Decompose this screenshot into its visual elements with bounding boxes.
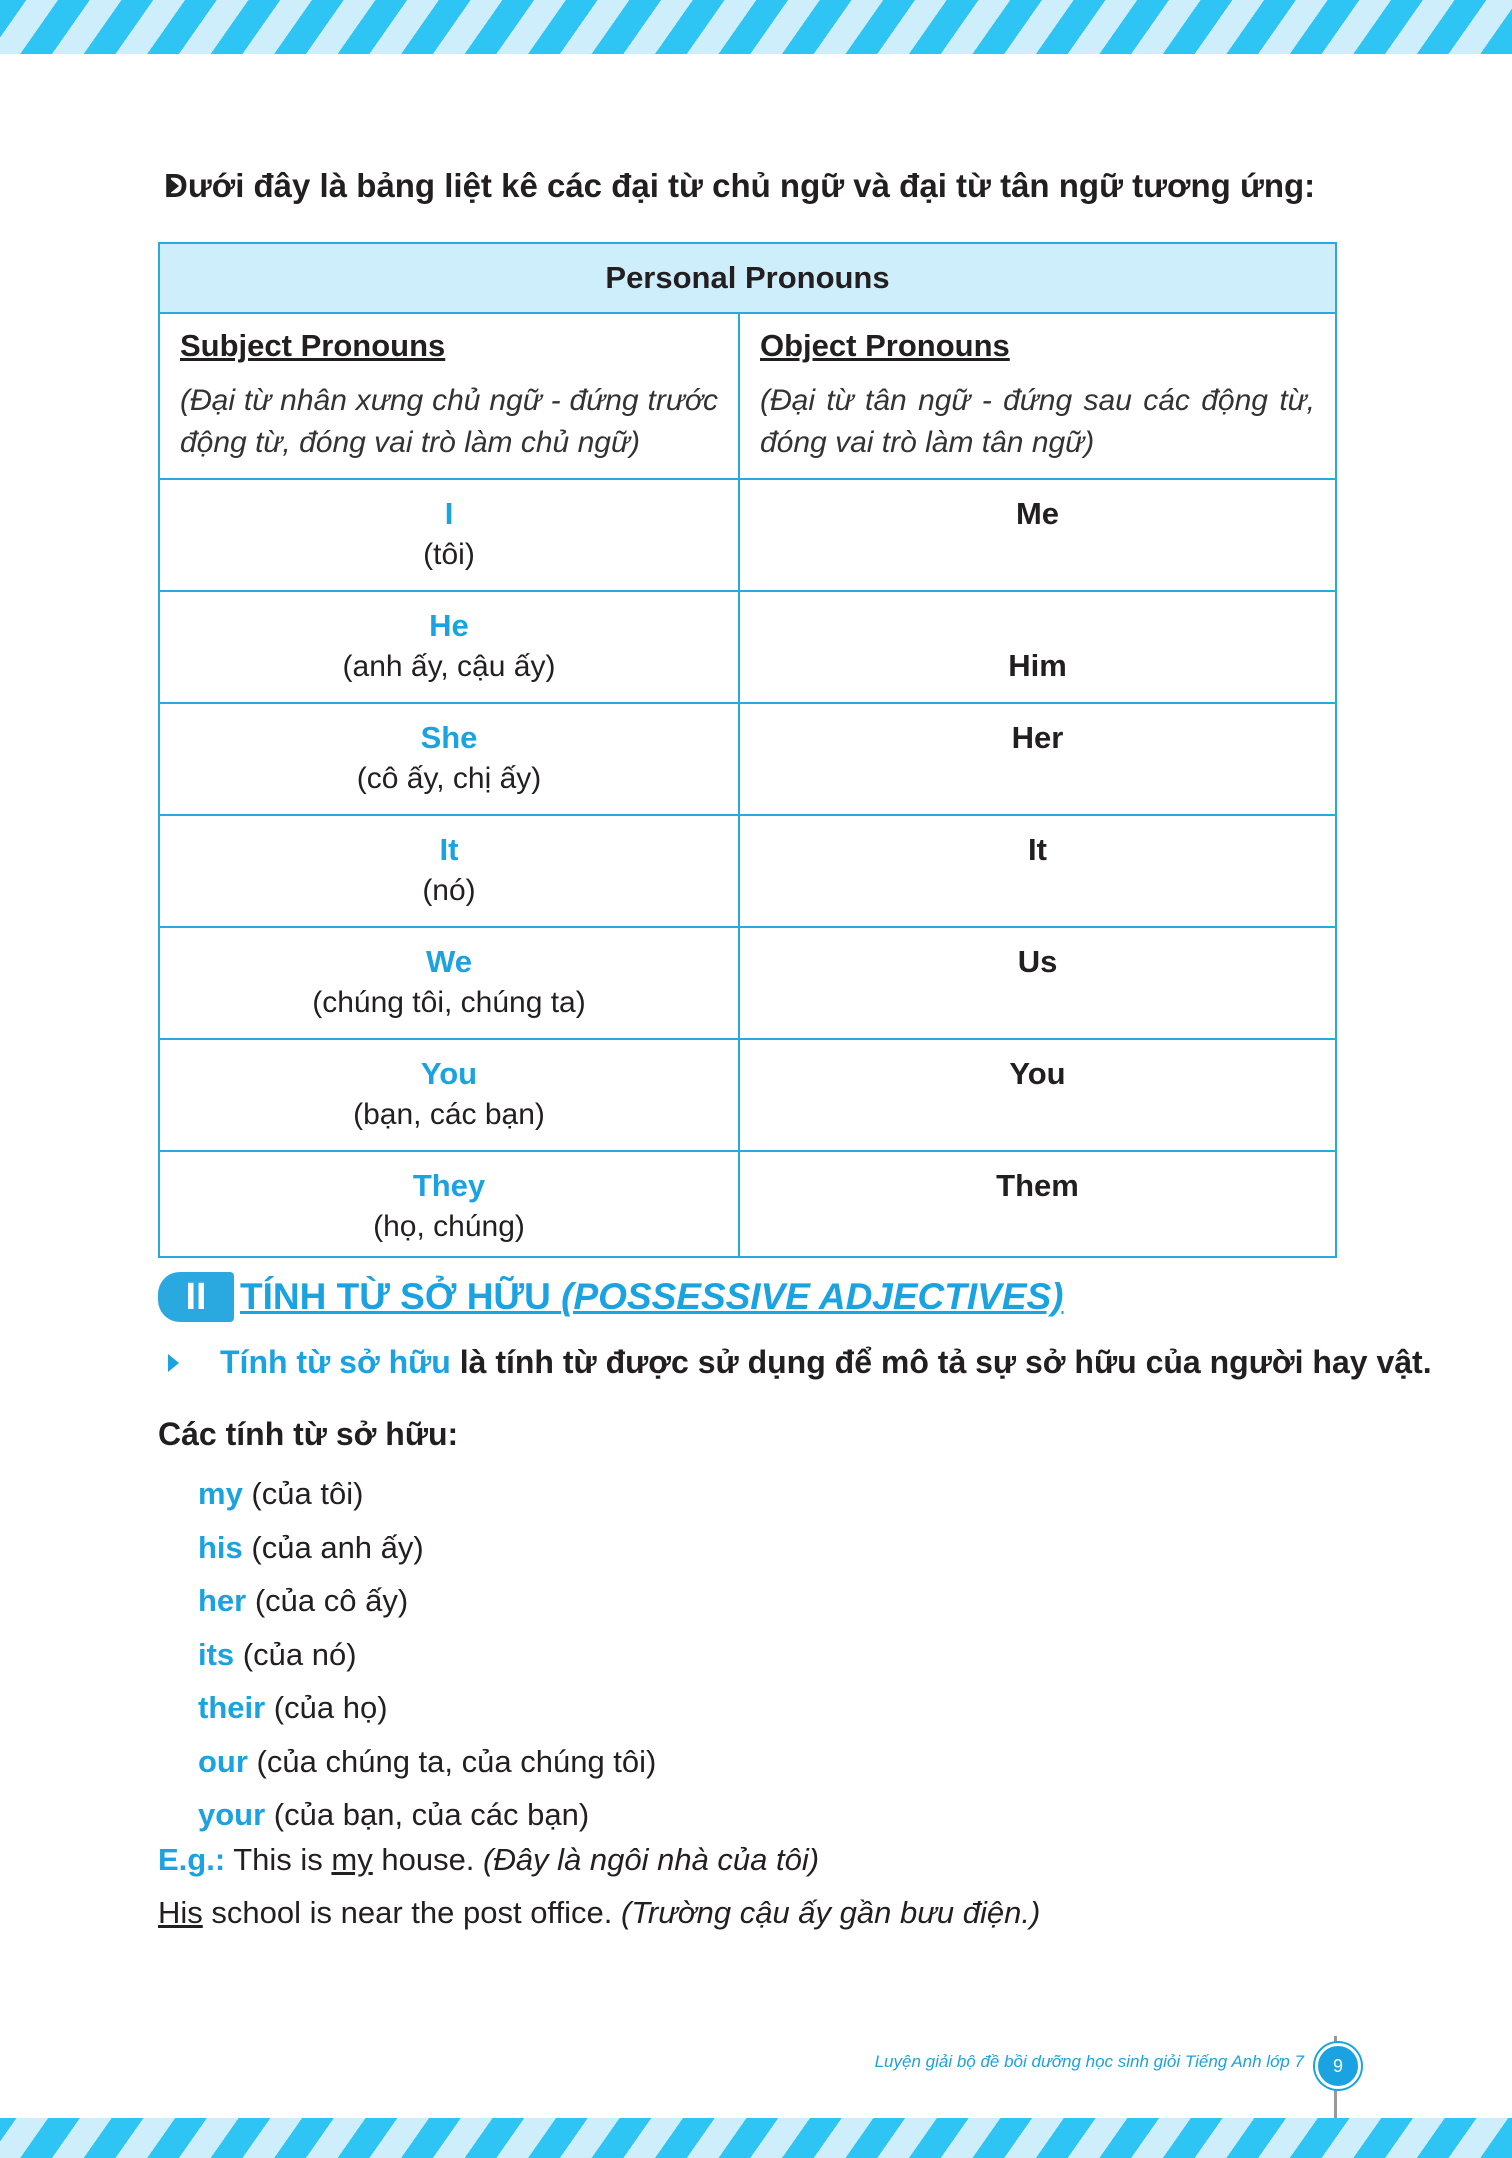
object-pronoun: Him	[1008, 648, 1067, 683]
table-title: Personal Pronouns	[159, 243, 1336, 313]
subject-pronoun: I	[444, 496, 454, 531]
example-translation: (Đây là ngôi nhà của tôi)	[483, 1842, 820, 1877]
bullet-triangle-icon	[168, 1354, 179, 1372]
object-pronoun: Them	[996, 1168, 1079, 1203]
table-row	[159, 1039, 1336, 1151]
section-title-main: TÍNH TỪ SỞ HỮU	[240, 1276, 562, 1317]
table-row	[159, 591, 1336, 703]
pronoun-meaning: (bạn, các bạn)	[353, 1098, 545, 1131]
top-stripe-banner	[0, 0, 1512, 54]
table-row	[159, 479, 1336, 591]
pronoun-meaning: (chúng tôi, chúng ta)	[312, 986, 586, 1019]
possessive-meaning: (của nó)	[234, 1636, 357, 1672]
table-row	[159, 927, 1336, 1039]
pronoun-meaning: (nó)	[422, 874, 476, 907]
example-label: E.g.:	[158, 1842, 226, 1877]
list-item	[198, 1628, 656, 1682]
list-item	[198, 1735, 656, 1789]
subject-pronoun: He	[429, 608, 469, 643]
definition-term: Tính từ sở hữu	[220, 1344, 451, 1380]
page-number-badge: 9	[1315, 2043, 1361, 2089]
possessive-word: his	[198, 1529, 243, 1565]
object-header-note: (Đại từ tân ngữ - đứng sau các động từ, đóng vai trò làm tân ngữ)	[760, 384, 1316, 459]
possessive-word: her	[198, 1583, 247, 1618]
example-underlined-word: His	[158, 1895, 203, 1930]
pronoun-meaning: (anh ấy, cậu ấy)	[342, 650, 556, 683]
possessive-meaning: (của tôi)	[242, 1476, 364, 1511]
example-sentence-1	[158, 1840, 819, 1880]
subject-pronoun: It	[439, 832, 459, 867]
possessive-word: their	[198, 1690, 266, 1725]
possessive-word: your	[198, 1797, 266, 1832]
definition-rest: là tính từ được sử dụng để mô tả sự sở hữu của người hay vật.	[450, 1344, 1432, 1380]
list-item	[198, 1467, 656, 1521]
subject-header-note: (Đại từ nhân xưng chủ ngữ - đứng trước động từ, đóng vai trò làm chủ ngữ)	[180, 384, 718, 459]
example-sentence-2	[158, 1893, 1040, 1933]
possessive-meaning: (của bạn, của các bạn)	[265, 1797, 590, 1832]
bottom-stripe-banner	[0, 2118, 1512, 2158]
object-pronoun: Her	[1011, 720, 1064, 755]
pronoun-meaning: (họ, chúng)	[373, 1210, 525, 1243]
example-underlined-word: my	[331, 1842, 373, 1877]
possessive-list	[198, 1467, 656, 1842]
possessive-meaning: (của họ)	[265, 1690, 388, 1725]
subject-pronoun: They	[412, 1168, 486, 1203]
definition-text	[220, 1342, 1432, 1382]
possessive-word: our	[198, 1743, 248, 1779]
possessive-meaning: (của anh ấy)	[242, 1529, 424, 1565]
table-row	[159, 815, 1336, 927]
example-text: school is near the post office.	[202, 1895, 621, 1930]
section-title	[240, 1270, 1064, 1324]
object-pronoun: You	[1009, 1056, 1066, 1091]
section-title-english: (POSSESSIVE ADJECTIVES)	[561, 1276, 1064, 1317]
example-translation: (Trường cậu ấy gần bưu điện.)	[620, 1895, 1041, 1930]
subject-pronoun: You	[420, 1056, 478, 1091]
possessive-word: its	[198, 1636, 235, 1672]
footer-book-title: Luyện giải bộ đề bồi dưỡng học sinh giỏi Tiếng Anh lớp 7	[874, 2052, 1304, 2071]
pronoun-meaning: (cô ấy, chị ấy)	[356, 762, 542, 795]
list-item	[198, 1681, 656, 1735]
possessive-word: my	[198, 1476, 243, 1511]
subject-pronoun: We	[426, 944, 472, 979]
list-item	[198, 1788, 656, 1842]
object-column-header	[739, 313, 1336, 479]
personal-pronouns-table	[158, 242, 1337, 1258]
object-header-label: Object Pronouns	[760, 328, 1010, 363]
section-number-badge: II	[158, 1272, 234, 1322]
possessive-meaning: (của cô ấy)	[246, 1583, 409, 1618]
possessive-meaning: (của chúng ta, của chúng tôi)	[247, 1743, 657, 1779]
intro-text: Dưới đây là bảng liệt kê các đại từ chủ ngữ và đại từ tân ngữ tương ứng:	[164, 167, 1316, 204]
table-row	[159, 1151, 1336, 1257]
example-text: house.	[372, 1842, 484, 1877]
list-item	[198, 1574, 656, 1628]
subject-header-label: Subject Pronouns	[180, 328, 446, 363]
object-pronoun: Us	[1017, 944, 1058, 979]
pronoun-meaning: (tôi)	[423, 538, 475, 571]
object-pronoun: It	[1028, 832, 1047, 867]
possessive-list-title: Các tính từ sở hữu:	[158, 1416, 459, 1452]
example-text: This is	[225, 1842, 332, 1877]
object-pronoun: Me	[1015, 496, 1060, 531]
subject-pronoun: She	[420, 720, 478, 755]
subject-column-header	[159, 313, 739, 479]
table-row	[159, 703, 1336, 815]
list-item	[198, 1521, 656, 1575]
